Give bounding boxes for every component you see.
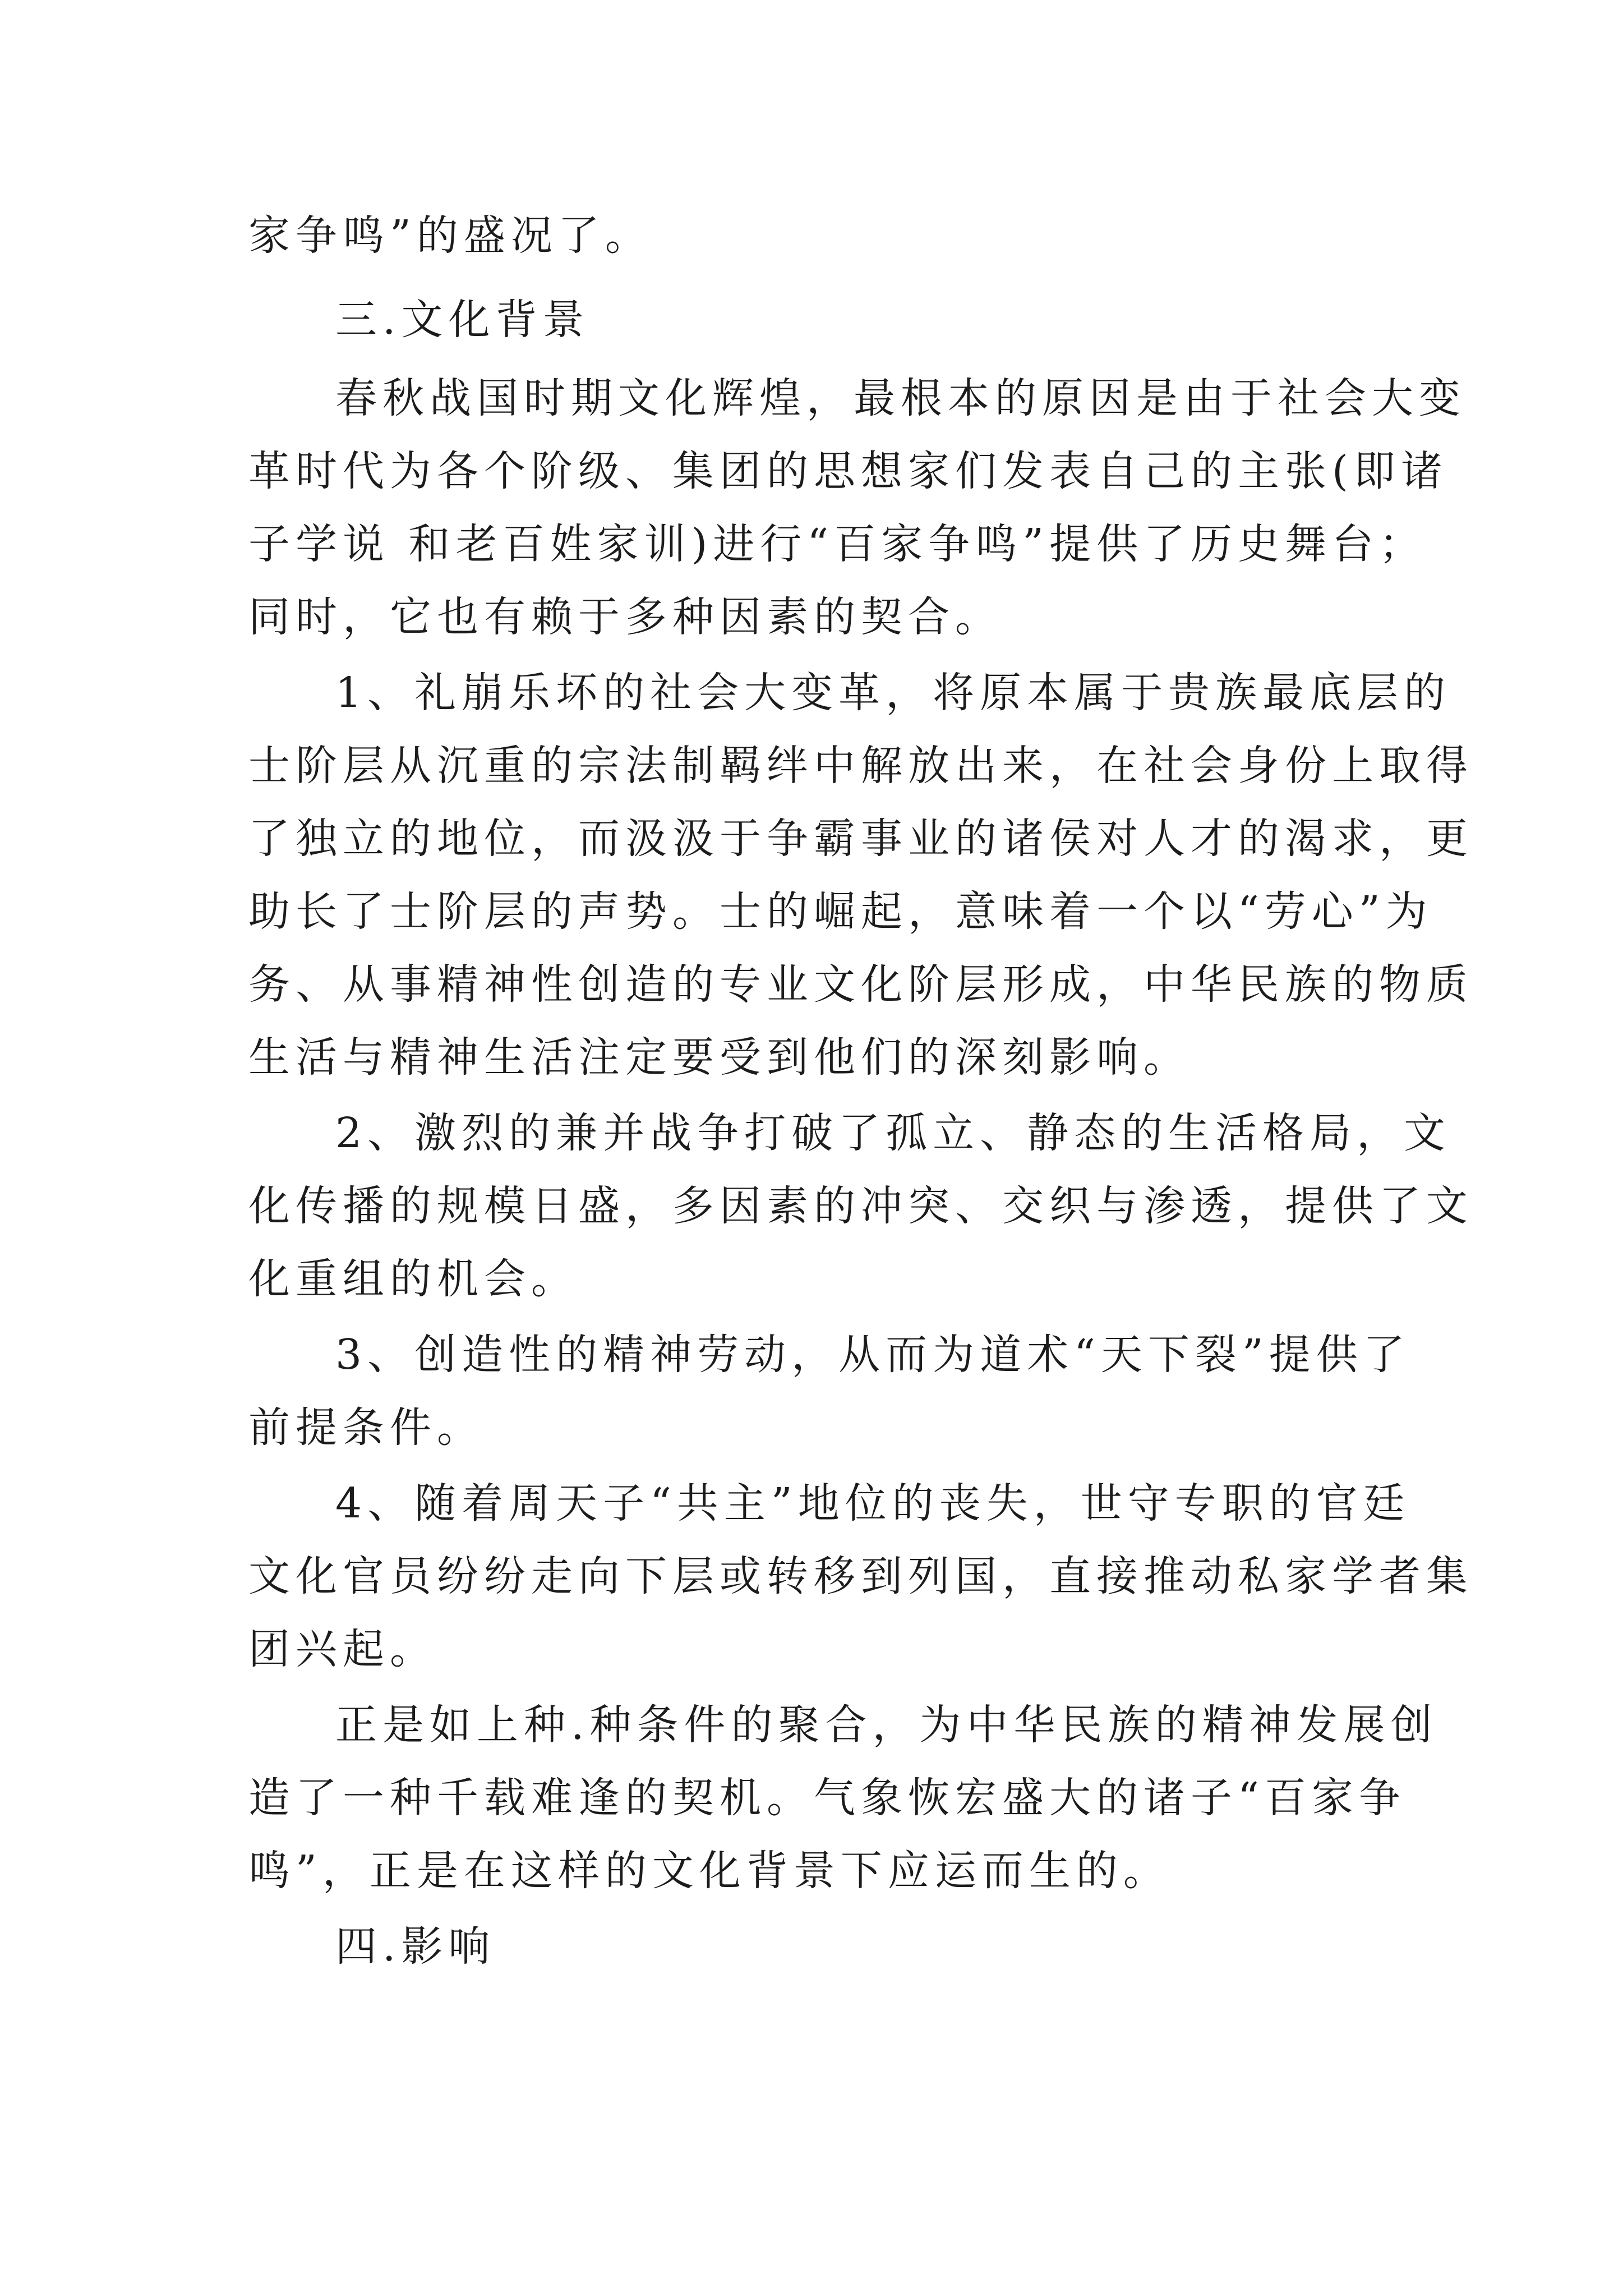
text-line: 前提条件。	[248, 1404, 484, 1452]
text-line: 4、随着周天子“共主”地位的丧失，世守专职的官廷	[335, 1479, 1410, 1527]
text-line: 春秋战国时期文化辉煌，最根本的原因是由于社会大变	[335, 374, 1466, 422]
text-line: 生活与精神生活注定要受到他们的深刻影响。	[248, 1033, 1191, 1082]
text-line: 同时，它也有赖于多种因素的契合。	[248, 593, 1002, 641]
text-line: 1、礼崩乐坏的社会大变革，将原本属于贵族最底层的	[335, 669, 1451, 717]
text-line: 3、创造性的精神劳动，从而为道术“天下裂”提供了	[335, 1331, 1410, 1379]
text-line: 家争鸣”的盛况了。	[248, 211, 652, 260]
text-line: 文化官员纷纷走向下层或转移到列国，直接推动私家学者集	[248, 1552, 1473, 1600]
text-line: 2、激烈的兼并战争打破了孤立、静态的生活格局，文	[335, 1109, 1451, 1157]
text-line: 团兴起。	[248, 1625, 437, 1673]
section-heading: 四.影响	[335, 1922, 496, 1971]
text-line: 正是如上种.种条件的聚合，为中华民族的精神发展创	[335, 1701, 1438, 1749]
text-line: 化传播的规模日盛，多因素的冲突、交织与渗透，提供了文	[248, 1182, 1473, 1230]
text-line: 造了一种千载难逢的契机。气象恢宏盛大的诸子“百家争	[248, 1774, 1406, 1822]
text-line: 了独立的地位，而汲汲于争霸事业的诸侯对人才的渴求，更	[248, 815, 1473, 863]
text-line: 化重组的机会。	[248, 1255, 578, 1303]
text-line: 士阶层从沉重的宗法制羁绊中解放出来，在社会身份上取得	[248, 742, 1473, 790]
text-line: 助长了士阶层的声势。士的崛起，意味着一个以“劳心”为	[248, 887, 1433, 936]
text-line: 子学说 和老百姓家训)进行“百家争鸣”提供了历史舞台；	[248, 520, 1427, 568]
text-line: 务、从事精神性创造的专业文化阶层形成，中华民族的物质	[248, 960, 1473, 1009]
text-line: 革时代为各个阶级、集团的思想家们发表自己的主张(即诸	[248, 447, 1448, 495]
text-line: 鸣”，正是在这样的文化背景下应运而生的。	[248, 1847, 1170, 1895]
section-heading: 三.文化背景	[335, 296, 590, 344]
